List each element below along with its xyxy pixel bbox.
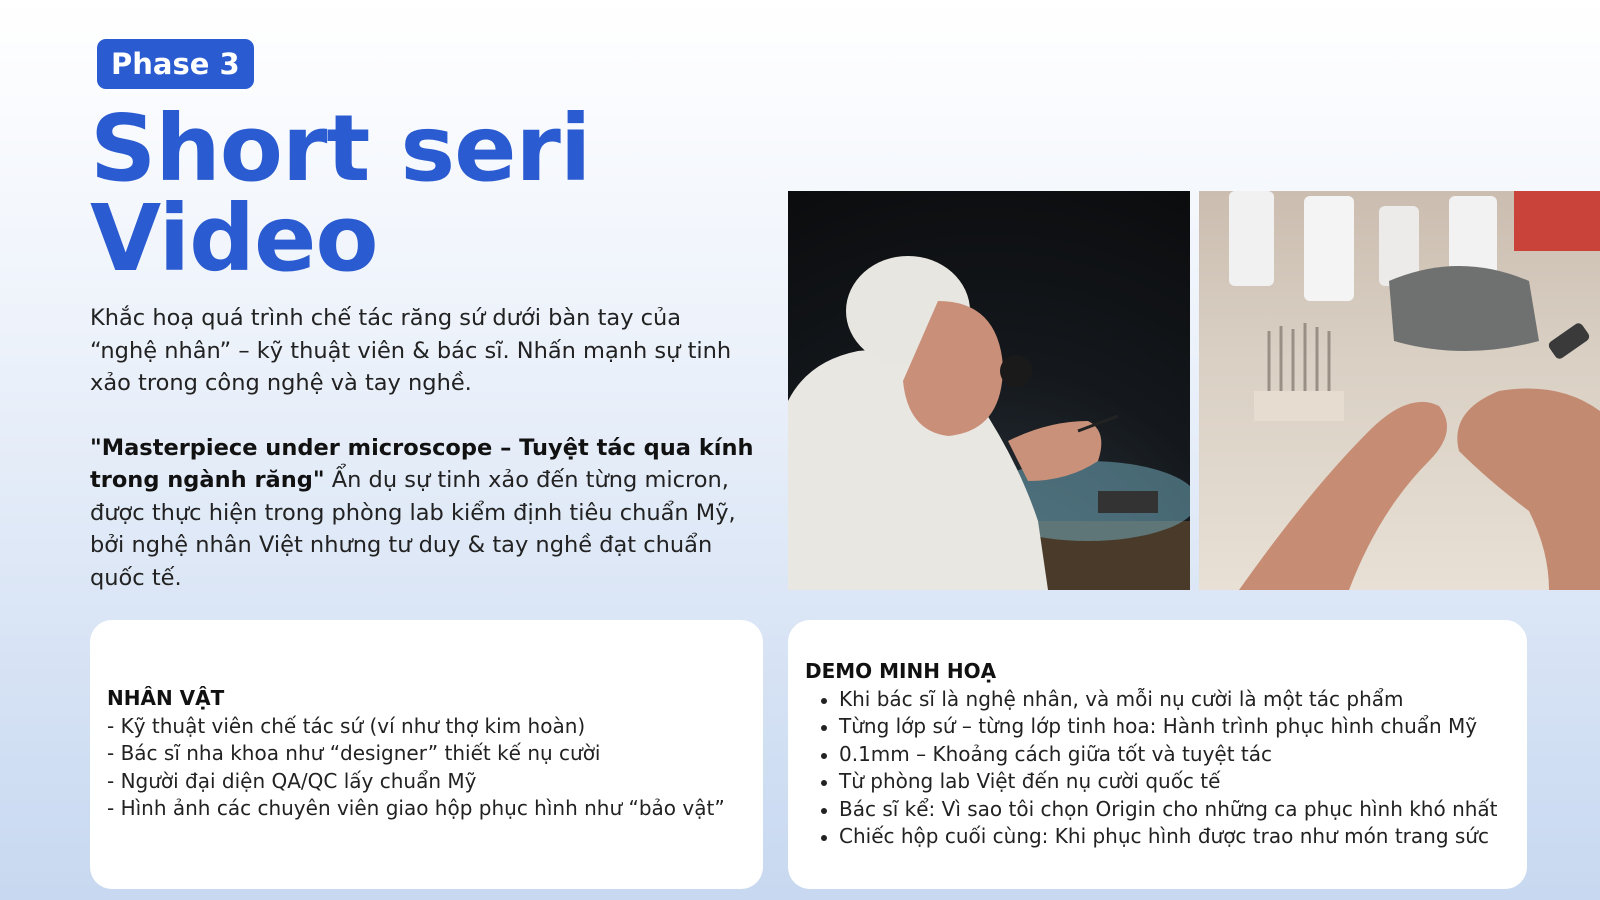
demo-card: [788, 620, 1527, 889]
list-item: Bác sĩ kể: Vì sao tôi chọn Origin cho những ca phục hình khó nhất: [821, 796, 1515, 824]
demo-list: [805, 686, 1515, 851]
list-item: Từng lớp sứ – từng lớp tinh hoa: Hành trình phục hình chuẩn Mỹ: [821, 713, 1515, 741]
demo-heading: DEMO MINH HOẠ: [805, 659, 997, 683]
intro-paragraph-2-body: Ẩn dụ sự tinh xảo đến từng micron, được thực hiện trong phòng lab kiểm định tiêu chuẩn Mỹ, bởi nghệ nhân Việt nhưng tư duy & tay nghề đạt chuẩn quốc tế.: [90, 467, 736, 591]
intro-text: [90, 302, 755, 594]
title-line-1: Short seri: [90, 95, 591, 202]
title-line-2: Video: [90, 185, 378, 292]
hands-crafting-photo: [1199, 191, 1600, 590]
characters-heading: NHÂN VẬT: [107, 686, 225, 710]
list-item: - Người đại diện QA/QC lấy chuẩn Mỹ: [107, 768, 477, 793]
page-title: [90, 95, 591, 292]
list-item: Khi bác sĩ là nghệ nhân, và mỗi nụ cười là một tác phẩm: [821, 686, 1515, 714]
intro-paragraph-2: [90, 432, 755, 595]
craftsman-photo: [788, 191, 1190, 590]
list-item: - Kỹ thuật viên chế tác sứ (ví như thợ kim hoàn): [107, 713, 586, 738]
list-item: Chiếc hộp cuối cùng: Khi phục hình được trao như món trang sức: [821, 823, 1515, 851]
list-item: Từ phòng lab Việt đến nụ cười quốc tế: [821, 768, 1515, 796]
list-item: - Bác sĩ nha khoa như “designer” thiết kế nụ cười: [107, 741, 601, 765]
phase-badge: Phase 3: [97, 39, 254, 89]
characters-card: [90, 620, 763, 889]
list-item: 0.1mm – Khoảng cách giữa tốt và tuyệt tác: [821, 741, 1515, 769]
intro-highlight: "Masterpiece under microscope – Tuyệt tác qua kính trong ngành răng": [90, 434, 754, 493]
intro-paragraph-1: Khắc hoạ quá trình chế tác răng sứ dưới bàn tay của “nghệ nhân” – kỹ thuật viên & bác sĩ. Nhấn mạnh sự tinh xảo trong công nghệ và tay nghề.: [90, 305, 732, 396]
characters-list: [107, 713, 751, 823]
list-item: - Hình ảnh các chuyên viên giao hộp phục hình như “bảo vật”: [107, 796, 725, 820]
